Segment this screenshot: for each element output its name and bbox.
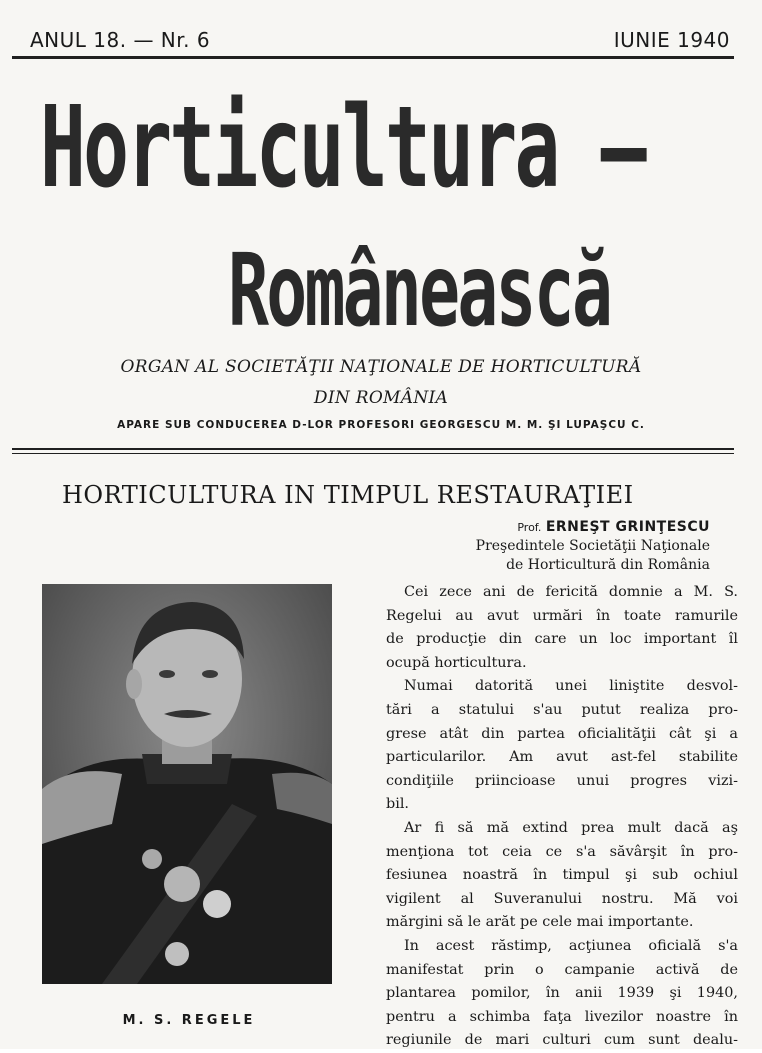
author-name: ERNEŞT GRINŢESCU bbox=[545, 519, 710, 535]
article-line: ocupă horticultura. bbox=[386, 654, 527, 671]
author-block bbox=[476, 518, 710, 575]
article-line: particularilor. Am avut ast-fel stabilite bbox=[386, 749, 738, 766]
article-line: fesiunea noastră în timpul şi sub ochiul bbox=[386, 867, 738, 884]
author-role-line2: de Horticultură din România bbox=[506, 557, 710, 573]
issue-header bbox=[30, 28, 730, 52]
portrait-illustration bbox=[42, 584, 332, 984]
masthead-title-line1: Horticultura — bbox=[40, 83, 644, 213]
editorial-direction: APARE SUB CONDUCEREA D-LOR PROFESORI GEORGESCU M. M. ŞI LUPAŞCU C. bbox=[117, 419, 645, 431]
issue-date: IUNIE 1940 bbox=[613, 28, 730, 52]
organ-line1: ORGAN AL SOCIETĂŢII NAŢIONALE DE HORTICULTURĂ bbox=[120, 357, 642, 377]
article-line: regiunile de mari culturi cum sunt dealu- bbox=[386, 1032, 738, 1049]
article-title: HORTICULTURA IN TIMPUL RESTAURAŢIEI bbox=[62, 481, 634, 509]
organ-line2: DIN ROMÂNIA bbox=[313, 388, 449, 408]
article-line: In acest răstimp, acţiunea oficială s'a bbox=[404, 937, 738, 954]
article-line: plantarea pomilor, în anii 1939 şi 1940, bbox=[386, 985, 738, 1002]
author-role-line1: Preşedintele Societăţii Naţionale bbox=[475, 538, 710, 554]
photo-caption: M. S. REGELE bbox=[122, 1013, 256, 1028]
article-body bbox=[386, 581, 738, 1053]
article-line: bil. bbox=[386, 796, 409, 813]
article-line: Numai datorită unei liniştite desvol- bbox=[404, 678, 738, 695]
article-line: manifestat prin o campanie activă de bbox=[386, 961, 738, 978]
article-line: de producţie din care un loc important îl bbox=[386, 631, 738, 648]
article-line: mărgini să le arăt pe cele mai importante. bbox=[386, 914, 694, 931]
king-portrait-photo bbox=[42, 584, 332, 984]
article-line: Ar fi să mă extind prea mult dacă aş bbox=[404, 819, 738, 836]
masthead-divider bbox=[12, 448, 734, 450]
author-line bbox=[476, 518, 710, 537]
issue-number: ANUL 18. — Nr. 6 bbox=[30, 28, 211, 52]
article-line: grese atât din partea oficialităţii cât şi a bbox=[386, 725, 738, 742]
article-line: menţiona tot ceia ce s'a săvârşit în pro- bbox=[386, 843, 738, 860]
article-line: Cei zece ani de fericită domnie a M. S. bbox=[404, 584, 738, 600]
top-divider bbox=[12, 56, 734, 59]
article-line: vigilent al Suveranului nostru. Mă voi bbox=[386, 890, 738, 907]
article-line: pentru a schimba faţa livezilor noastre în bbox=[386, 1008, 738, 1025]
article-line: tări a statului s'au putut realiza pro- bbox=[386, 701, 738, 718]
masthead-title-line2: Românească bbox=[228, 232, 611, 349]
author-prefix: Prof. bbox=[517, 521, 542, 534]
article-line: Regelui au avut urmări în toate ramurile bbox=[386, 607, 738, 624]
article-line: condiţiile priincioase unui progres vizi- bbox=[386, 772, 738, 789]
masthead-divider-thin bbox=[12, 453, 734, 454]
